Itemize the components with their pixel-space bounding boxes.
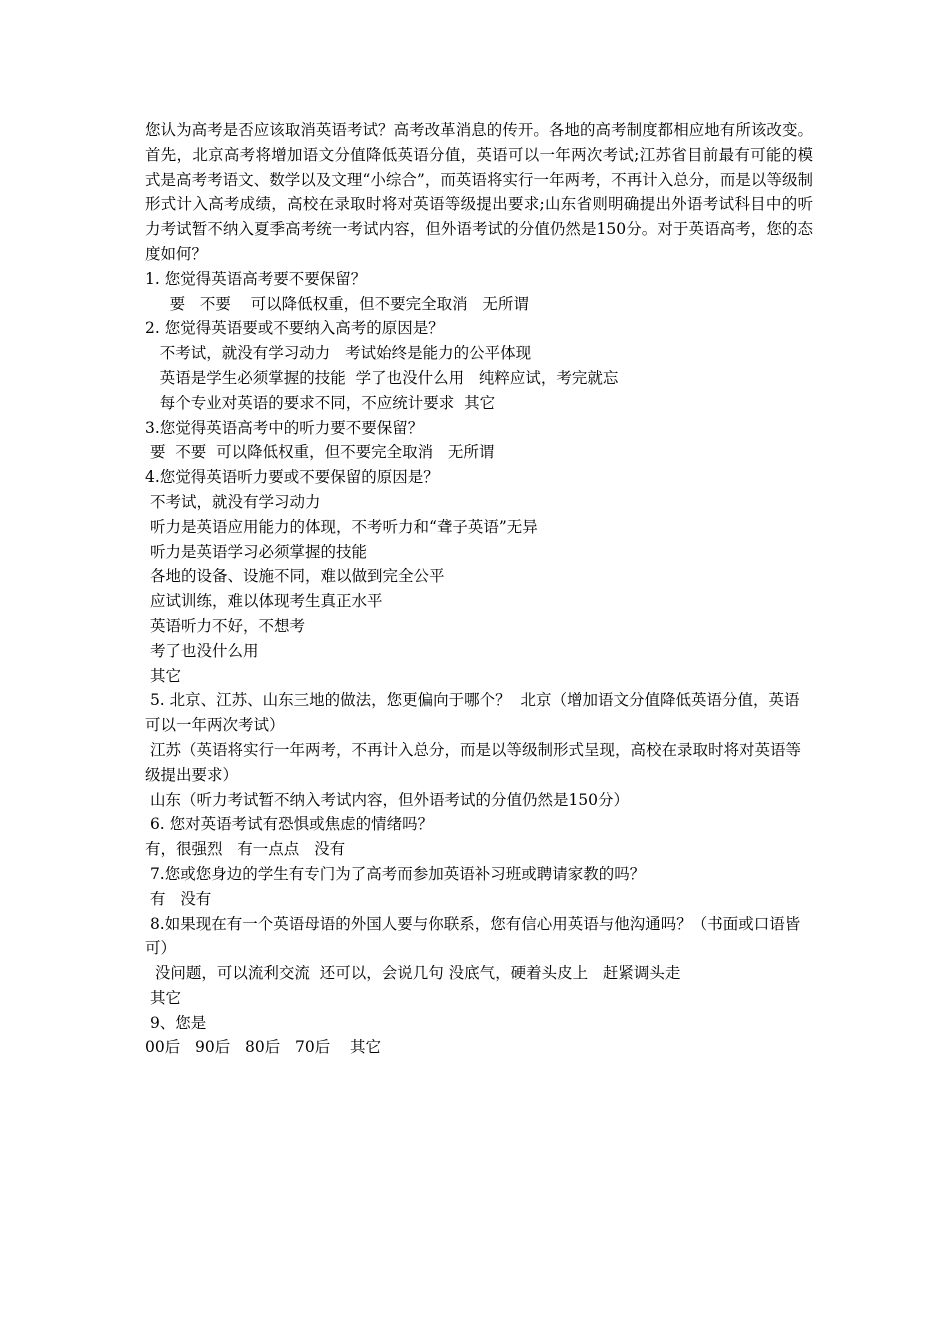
question-6: 6. 您对英语考试有恐惧或焦虑的情绪吗？ — [145, 815, 434, 834]
question-2-options-line-3: 每个专业对英语的要求不同，不应统计要求 其它 — [145, 393, 496, 412]
question-4-option-5: 应试训练，难以体现考生真正水平 — [145, 592, 383, 611]
question-2-options-line-2: 英语是学生必须掌握的技能 学了也没什么用 纯粹应试，考完就忘 — [145, 368, 619, 387]
question-8-option-other: 其它 — [145, 988, 181, 1007]
question-7-options: 有 没有 — [145, 889, 212, 908]
question-3: 3.您觉得英语高考中的听力要不要保留？ — [145, 418, 424, 437]
question-9-options: 00后 90后 80后 70后 其它 — [145, 1038, 381, 1057]
question-4-option-2: 听力是英语应用能力的体现，不考听力和“聋子英语”无异 — [145, 517, 538, 536]
question-7: 7.您或您身边的学生有专门为了高考而参加英语补习班或聘请家教的吗？ — [145, 864, 646, 883]
question-4-option-7: 考了也没什么用 — [145, 641, 259, 660]
question-9: 9、您是 — [145, 1013, 207, 1032]
question-6-options: 有，很强烈 有一点点 没有 — [145, 840, 346, 859]
question-4: 4.您觉得英语听力要或不要保留的原因是？ — [145, 468, 439, 487]
question-4-option-4: 各地的设备、设施不同，难以做到完全公平 — [145, 567, 445, 586]
question-2-options-line-1: 不考试，就没有学习动力 考试始终是能力的公平体现 — [145, 344, 532, 363]
question-1-options: 要 不要 可以降低权重，但不要完全取消 无所谓 — [145, 294, 529, 313]
question-5-option-shandong: 山东（听力考试暂不纳入考试内容，但外语考试的分值仍然是150分） — [145, 790, 630, 809]
question-5-option-jiangsu: 江苏（英语将实行一年两考，不再计入总分，而是以等级制形式呈现，高校在录取时将对英语等级提出要求） — [145, 740, 801, 784]
question-3-options: 要 不要 可以降低权重，但不要完全取消 无所谓 — [145, 443, 495, 462]
question-5: 5. 北京、江苏、山东三地的做法，您更偏向于哪个？ 北京（增加语文分值降低英语分值，英语可以一年两次考试） — [145, 691, 800, 735]
question-1: 1. 您觉得英语高考要不要保留？ — [145, 269, 367, 288]
question-8: 8.如果现在有一个英语母语的外国人要与你联系，您有信心用英语与他沟通吗？（书面或口语皆可） — [145, 914, 801, 958]
intro-paragraph: 您认为高考是否应该取消英语考试？高考改革消息的传开。各地的高考制度都相应地有所该改变。首先，北京高考将增加语文分值降低英语分值，英语可以一年两次考试;江苏省目前最有可能的模式是高考考语文、数学以及文理“小综合”，而英语将实行一年两考，不再计入总分，而是以等级制形式计入高考成绩，高校在录取时将对英语等级提出要求;山东省则明确提出外语考试科目中的听力考试暂不纳入夏季高考统一考试内容，但外语考试的分值仍然是150分。对于英语高考，您的态度如何？ — [145, 121, 813, 263]
question-4-option-8: 其它 — [145, 666, 181, 685]
question-4-option-3: 听力是英语学习必须掌握的技能 — [145, 542, 367, 561]
question-2: 2. 您觉得英语要或不要纳入高考的原因是？ — [145, 319, 444, 338]
question-8-options: 没问题，可以流利交流 还可以，会说几句 没底气，硬着头皮上 赶紧调头走 — [145, 964, 681, 983]
question-4-option-1: 不考试，就没有学习动力 — [145, 492, 321, 511]
question-4-option-6: 英语听力不好，不想考 — [145, 616, 305, 635]
document-body — [145, 118, 813, 1060]
